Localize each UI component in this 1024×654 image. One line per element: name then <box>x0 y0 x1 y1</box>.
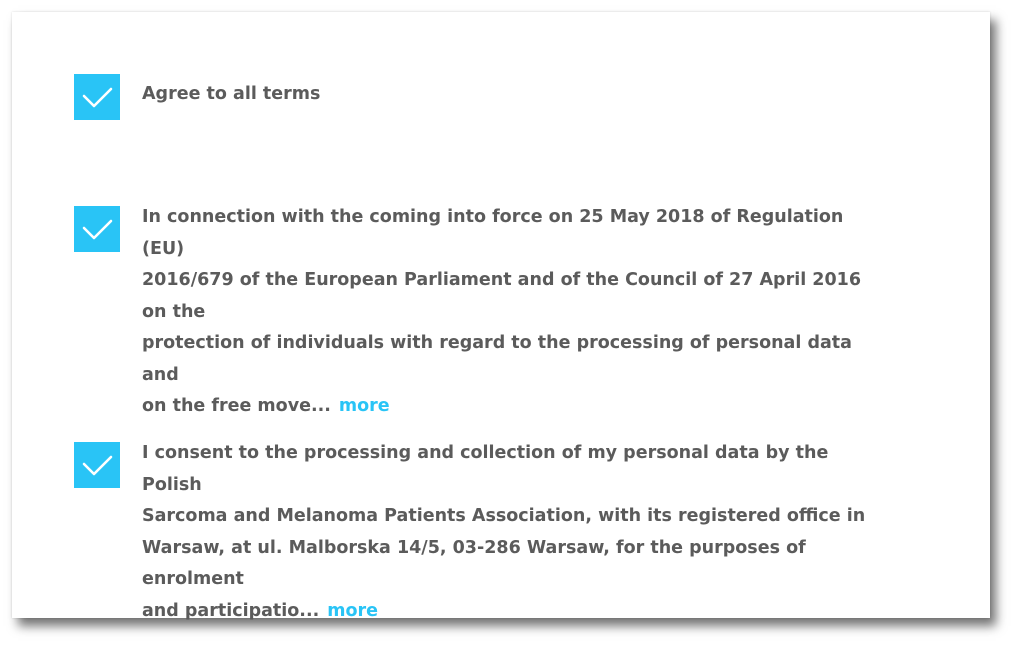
data-processing-checkbox[interactable] <box>74 442 120 488</box>
agree-all-label: Agree to all terms <box>142 84 321 104</box>
consent-card <box>12 12 990 621</box>
gdpr-consent-line: protection of individuals with regard to the processing of personal data and <box>142 333 852 385</box>
gdpr-consent-line: on the free move... <box>142 396 331 416</box>
data-processing-line: Sarcoma and Melanoma Patients Association, with its registered office in <box>142 506 866 526</box>
data-processing-line: Warsaw, at ul. Malborska 14/5, 03-286 Warsaw, for the purposes of enrolment <box>142 537 806 589</box>
gdpr-consent-line: In connection with the coming into force on 25 May 2018 of Regulation (EU) <box>142 207 844 259</box>
checkmark-icon <box>74 206 120 252</box>
consent-gdpr <box>74 206 874 423</box>
gdpr-consent-checkbox[interactable] <box>74 206 120 252</box>
data-processing-text <box>142 438 874 627</box>
checkmark-icon <box>74 74 120 120</box>
checkmark-icon <box>74 442 120 488</box>
data-processing-line: I consent to the processing and collection of my personal data by the Polish <box>142 443 829 495</box>
data-processing-line-last <box>142 596 874 628</box>
gdpr-consent-text <box>142 202 874 423</box>
consent-agree-all <box>74 74 874 120</box>
data-processing-line: and participatio... <box>142 600 320 621</box>
consent-data-processing <box>74 442 874 627</box>
agree-all-checkbox[interactable] <box>74 74 120 120</box>
data-processing-more-link[interactable]: more <box>327 600 379 621</box>
gdpr-consent-line: 2016/679 of the European Parliament and of the Council of 27 April 2016 on the <box>142 270 861 322</box>
gdpr-consent-line-last <box>142 391 874 423</box>
gdpr-more-link[interactable]: more <box>338 396 390 416</box>
